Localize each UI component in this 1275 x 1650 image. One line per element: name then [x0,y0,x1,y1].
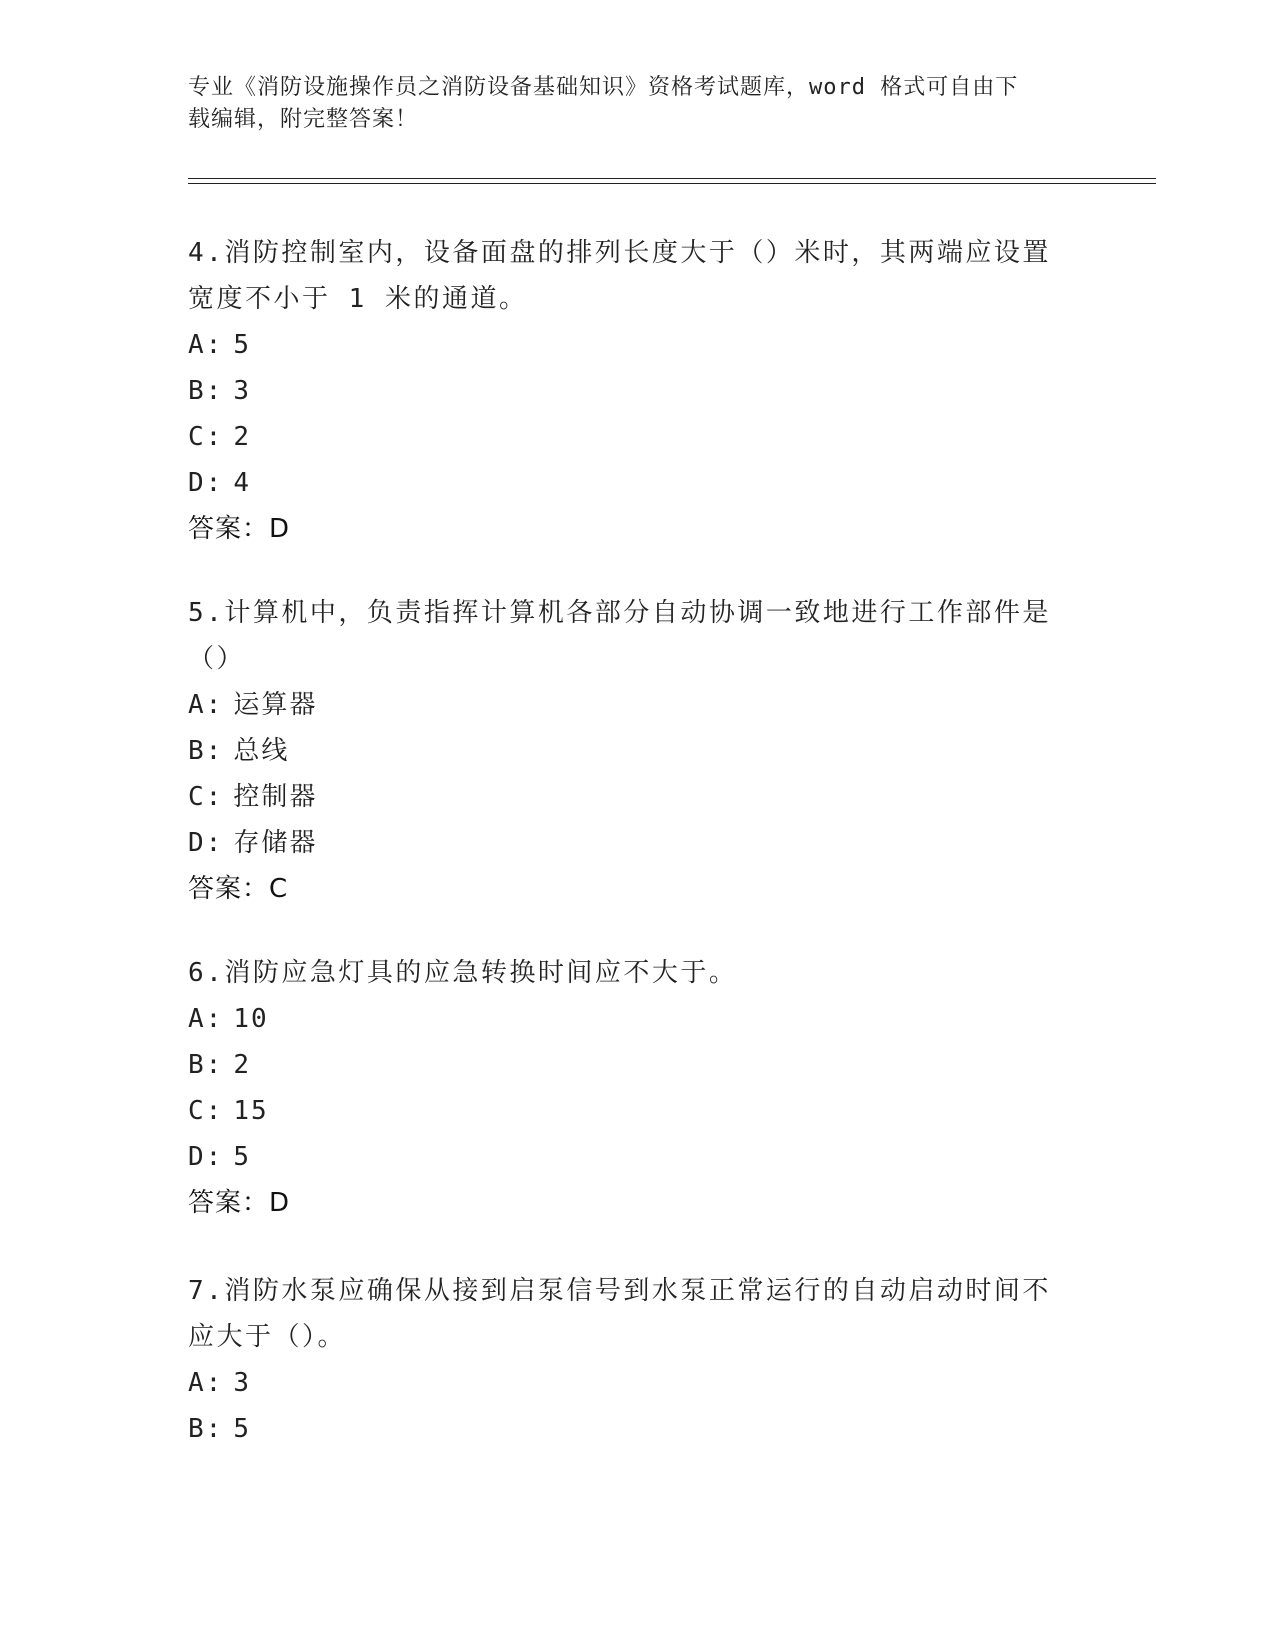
answer: 答案：D [188,514,291,544]
question-6 [188,950,1068,1226]
question-text-line-1: 消防控制室内，设备面盘的排列长度大于（）米时，其两端应设置 [224,238,1051,268]
question-text-line-2: （） [188,644,246,674]
header-divider-bottom [188,183,1156,184]
question-5 [188,590,1068,912]
option-c: C: 15 [188,1096,269,1126]
question-6-text [188,950,1068,996]
question-7-text [188,1268,1068,1360]
option-d: D: 5 [188,1142,251,1172]
option-b: B: 3 [188,376,251,406]
question-text-line-1: 消防水泵应确保从接到启泵信号到水泵正常运行的自动启动时间不 [224,1276,1051,1306]
question-text-line-2: 应大于（）。 [188,1322,347,1352]
option-c: C: 控制器 [188,782,318,812]
option-b: B: 总线 [188,736,290,766]
question-7 [188,1268,1068,1452]
answer: 答案：C [188,874,289,904]
option-b: B: 2 [188,1050,251,1080]
question-5-text [188,590,1068,682]
question-number: 7. [188,1276,225,1306]
header-line-1: 专业《消防设施操作员之消防设备基础知识》资格考试题库，word 格式可自由下 [188,75,1019,100]
question-4-text [188,230,1068,322]
question-number: 4. [188,238,225,268]
question-text-line-1: 计算机中，负责指挥计算机各部分自动协调一致地进行工作部件是 [224,598,1051,628]
question-4 [188,230,1068,552]
question-text-line-2: 宽度不小于 1 米的通道。 [188,284,528,314]
question-text-line-1: 消防应急灯具的应急转换时间应不大于。 [224,958,738,988]
header-line-2: 载编辑，附完整答案！ [188,107,419,132]
question-number: 6. [188,958,225,988]
option-a: A: 10 [188,1004,269,1034]
question-number: 5. [188,598,225,628]
option-a: A: 5 [188,330,251,360]
document-header [188,72,1068,136]
header-divider-top [188,178,1156,179]
option-b: B: 5 [188,1414,251,1444]
option-a: A: 运算器 [188,690,318,720]
answer: 答案：D [188,1188,291,1218]
option-a: A: 3 [188,1368,251,1398]
option-d: D: 存储器 [188,828,318,858]
option-c: C: 2 [188,422,251,452]
option-d: D: 4 [188,468,251,498]
